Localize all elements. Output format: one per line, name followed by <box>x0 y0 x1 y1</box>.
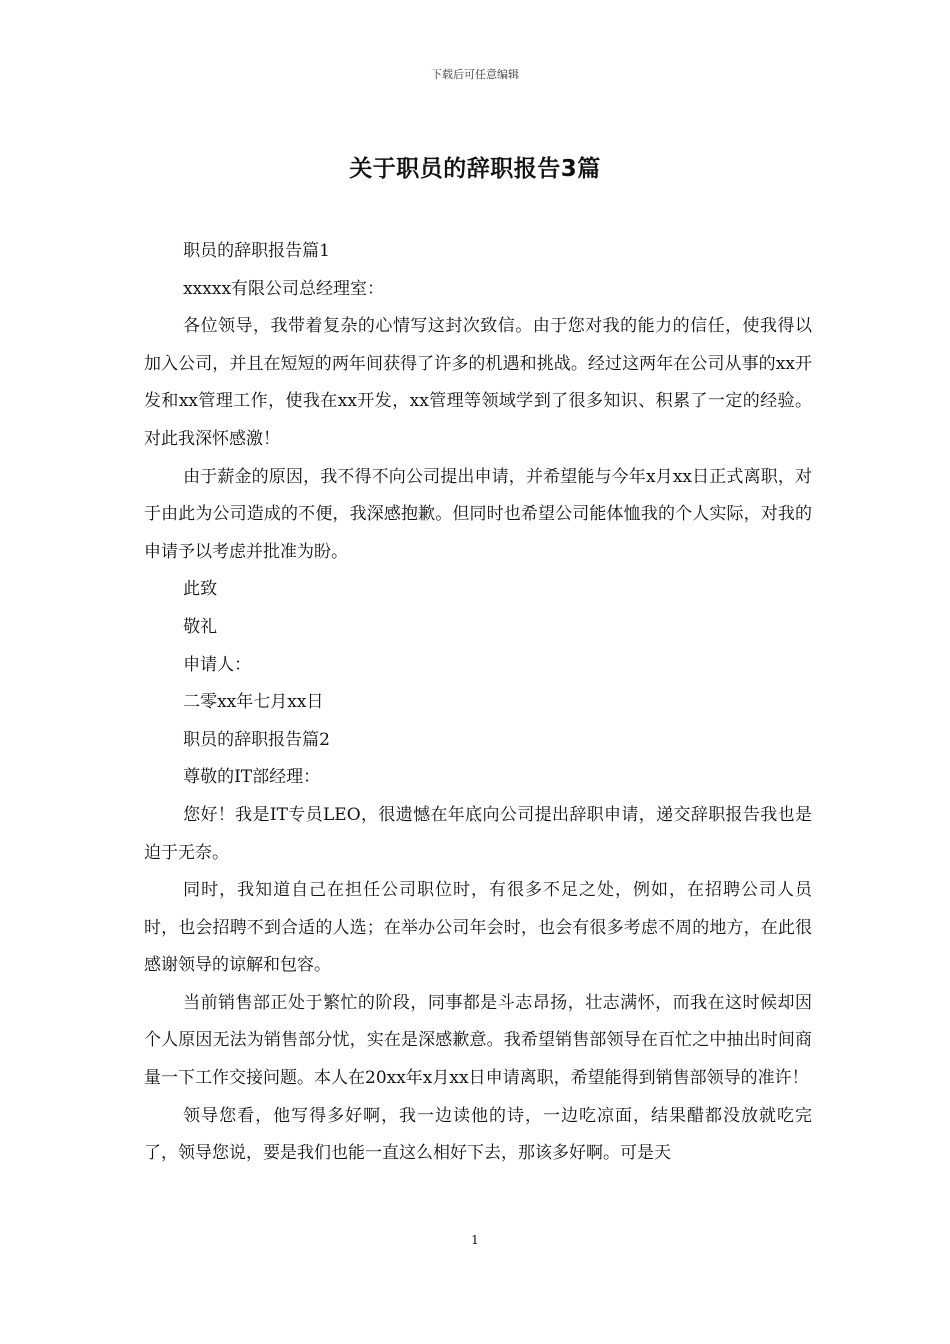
salutation-2: 尊敬的IT部经理： <box>183 767 321 788</box>
document-title: 关于职员的辞职报告3篇 <box>349 156 601 182</box>
salutation-1: xxxxx有限公司总经理室： <box>183 278 385 299</box>
body-paragraph: 同时，我知道自己在担任公司职位时，有很多不足之处，例如，在招聘公司人员时，也会招聘不到合适的人选；在举办公司年会时，也会有很多考虑不周的地方，在此很感谢领导的谅解和包容。 <box>144 880 812 976</box>
body-paragraph: 您好！我是IT专员LEO，很遗憾在年底向公司提出辞职申请，递交辞职报告我也是迫于无奈。 <box>144 804 812 863</box>
closing-line: 敬礼 <box>183 616 218 637</box>
document-body <box>144 233 812 1173</box>
page-header-note: 下载后可任意编辑 <box>431 68 519 81</box>
body-paragraph: 当前销售部正处于繁忙的阶段，同事都是斗志昂扬，壮志满怀，而我在这时候却因个人原因无法为销售部分忧，实在是深感歉意。我希望销售部领导在百忙之中抽出时间商量一下工作交接问题。本人在20xx年x月xx日申请离职，希望能得到销售部领导的准许！ <box>144 992 812 1089</box>
body-paragraph: 领导您看，他写得多好啊，我一边读他的诗，一边吃凉面，结果醋都没放就吃完了，领导您说，要是我们也能一直这么相好下去，那该多好啊。可是天 <box>144 1105 812 1164</box>
body-paragraph: 各位领导，我带着复杂的心情写这封次致信。由于您对我的能力的信任，使我得以加入公司，并且在短短的两年间获得了许多的机遇和挑战。经过这两年在公司从事的xx开发和xx管理工作，使我在xx开发，xx管理等领域学到了很多知识、积累了一定的经验。对此我深怀感激！ <box>144 316 812 449</box>
section-heading-1: 职员的辞职报告篇1 <box>183 241 330 261</box>
page-number: 1 <box>471 1233 479 1247</box>
closing-line: 此致 <box>183 579 218 600</box>
body-paragraph: 由于薪金的原因，我不得不向公司提出申请，并希望能与今年x月xx日正式离职，对于由此为公司造成的不便，我深感抱歉。但同时也希望公司能体恤我的个人实际，对我的申请予以考虑并批准为盼。 <box>144 466 812 562</box>
signature-label: 申请人： <box>183 654 252 675</box>
date-line: 二零xx年七月xx日 <box>183 692 324 713</box>
section-heading-2: 职员的辞职报告篇2 <box>183 729 330 750</box>
